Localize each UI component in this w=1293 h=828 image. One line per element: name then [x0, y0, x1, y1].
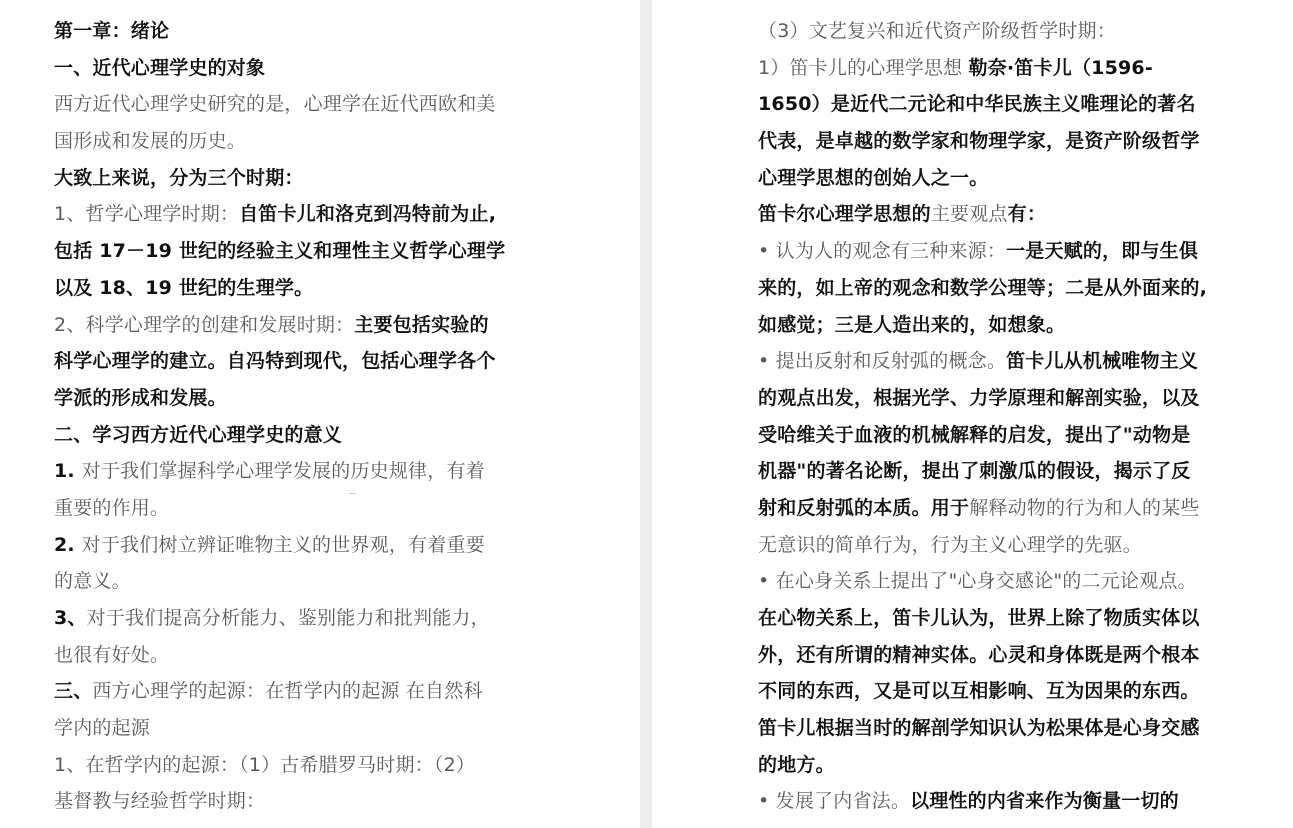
text-line: [758, 490, 1268, 527]
text: 的意义。: [54, 570, 131, 593]
bold-text: 以理性的内省来作为衡量一切的: [910, 790, 1179, 813]
document-page-right: [652, 0, 1293, 828]
bold-text: 射和反射弧的本质。用于: [758, 496, 970, 519]
bold-text: 三、: [54, 680, 93, 703]
text-line: [54, 307, 554, 344]
text: 学内的起源: [54, 717, 151, 740]
text: 对于我们提高分析能力、鉴别能力和批判能力，: [86, 607, 490, 629]
text-line: [54, 417, 554, 454]
bold-text: 一、近代心理学史的对象: [54, 56, 266, 79]
text: 1）笛卡儿的心理学思想: [758, 56, 969, 79]
bold-text: 2.: [54, 533, 82, 556]
text-line: [54, 747, 554, 784]
text-line: [54, 783, 554, 820]
text-line: [758, 637, 1268, 674]
bold-text: 一是天赋的，即与生俱: [1006, 240, 1199, 263]
text-line: [758, 673, 1268, 710]
text-line: [758, 343, 1268, 380]
text: • 在心身关系上提出了"心身交感论"的二元论观点。: [758, 570, 1197, 593]
text-line: [54, 673, 554, 710]
bold-text: 包括 17－19 世纪的经验主义和理性主义哲学心理学: [54, 240, 506, 263]
text-line: [758, 380, 1268, 417]
text: 基督教与经验哲学时期：: [54, 790, 266, 813]
text-line: [758, 160, 1268, 197]
text-line: [758, 270, 1268, 307]
text-line: [54, 13, 554, 50]
text-line: [54, 123, 554, 160]
bold-text: 勒奈·笛卡儿（1596-: [968, 56, 1153, 79]
text-line: [758, 233, 1268, 270]
bold-text: 二、学习西方近代心理学史的意义: [54, 423, 343, 446]
bold-text: 主要包括实验的: [354, 313, 489, 336]
text-line: [54, 710, 554, 747]
text: 对于我们掌握科学心理学发展的历史规律，有着: [81, 460, 485, 483]
text: • 提出反射和反射弧的概念。: [758, 350, 1007, 373]
bold-text: 如感觉；三是人造出来的，如想象。: [758, 313, 1066, 336]
text-line: [758, 783, 1268, 820]
text: （3）文艺复兴和近代资产阶级哲学时期：: [758, 20, 1116, 42]
text-line: [758, 196, 1268, 233]
text: 1、在哲学内的起源：（1）古希腊罗马时期：（2）: [54, 753, 476, 776]
bold-text: 的地方。: [758, 753, 835, 776]
text: 对于我们树立辨证唯物主义的世界观，有着重要: [81, 533, 485, 556]
text-line: [54, 270, 554, 307]
text: 1、哲学心理学时期：: [54, 203, 240, 226]
text-line: [54, 86, 554, 123]
bold-text: 机器"的著名论断，提出了刺激瓜的假设，揭示了反: [758, 460, 1191, 483]
bold-text: 第一章：绪论: [54, 20, 170, 42]
text: 无意识的简单行为，行为主义心理学的先驱。: [758, 533, 1143, 556]
text: 重要的作用。: [54, 496, 170, 519]
bold-text: 不同的东西，又是可以互相影响、互为因果的东西。: [758, 680, 1200, 703]
bold-text: 有：: [1007, 203, 1047, 226]
text-line: [54, 600, 554, 637]
bold-text: 1.: [54, 460, 82, 483]
text-line: [54, 196, 554, 233]
text-line: [54, 160, 554, 197]
text-line: [758, 13, 1268, 50]
text-line: [54, 380, 554, 417]
text-line: [54, 453, 554, 490]
text: 西方心理学的起源：在哲学内的起源 在自然科: [92, 680, 483, 703]
bold-text: 自笛卡儿和洛克到冯特前为止,: [239, 203, 497, 226]
bold-text: 3、: [54, 607, 87, 629]
bold-text: 科学心理学的建立。自冯特到现代，包括心理学各个: [54, 350, 496, 373]
bold-text: 代表，是卓越的数学家和物理学家，是资产阶级哲学: [758, 130, 1200, 153]
text-line: [758, 563, 1268, 600]
bold-text: 受哈维关于血液的机械解释的启发，提出了"动物是: [758, 423, 1191, 446]
text-line: [758, 417, 1268, 454]
text-line: [54, 343, 554, 380]
text-line: [758, 600, 1268, 637]
text-line: [758, 747, 1268, 784]
bold-text: 学派的形成和发展。: [54, 386, 227, 409]
text-line: [758, 50, 1268, 87]
document-page-left: [0, 0, 640, 828]
text: 解释动物的行为和人的某些: [969, 496, 1200, 519]
text-line: [758, 307, 1268, 344]
stray-mark: [349, 493, 356, 494]
text-line: [758, 710, 1268, 747]
text-line: [758, 453, 1268, 490]
text: • 认为人的观念有三种来源：: [758, 240, 1007, 263]
text-line: [54, 527, 554, 564]
bold-text: 在心物关系上，笛卡儿认为，世界上除了物质实体以: [758, 607, 1200, 629]
text: • 发展了内省法。: [758, 790, 911, 813]
text-line: [54, 490, 554, 527]
bold-text: 外，还有所谓的精神实体。心灵和身体既是两个根本: [758, 643, 1200, 666]
text-column-left: [54, 0, 554, 820]
text-line: [758, 123, 1268, 160]
text: 2、科学心理学的创建和发展时期：: [54, 313, 355, 336]
text-line: [54, 50, 554, 87]
bold-text: 笛卡儿根据当时的解剖学知识认为松果体是心身交感: [758, 717, 1200, 740]
bold-text: 大致上来说，分为三个时期：: [54, 166, 304, 189]
text-line: [54, 563, 554, 600]
text-line: [54, 637, 554, 674]
text-column-right: [758, 0, 1268, 820]
bold-text: 笛卡儿从机械唯物主义: [1006, 350, 1199, 373]
bold-text: 以及 18、19 世纪的生理学。: [54, 276, 314, 299]
bold-text: 1650）是近代二元论和中华民族主义唯理论的著名: [758, 93, 1196, 116]
text: 西方近代心理学史研究的是，心理学在近代西欧和美: [54, 93, 496, 116]
text: 也很有好处。: [54, 643, 170, 666]
bold-text: 的观点出发，根据光学、力学原理和解剖实验，以及: [758, 386, 1200, 409]
text: 主要观点: [930, 203, 1008, 226]
text-line: [758, 527, 1268, 564]
bold-text: 来的，如上帝的观念和数学公理等；二是从外面来的,: [758, 276, 1208, 299]
bold-text: 笛卡尔心理学思想的: [758, 203, 931, 226]
text: 国形成和发展的历史。: [54, 130, 247, 153]
text-line: [54, 233, 554, 270]
text-line: [758, 86, 1268, 123]
bold-text: 心理学思想的创始人之一。: [758, 166, 989, 189]
